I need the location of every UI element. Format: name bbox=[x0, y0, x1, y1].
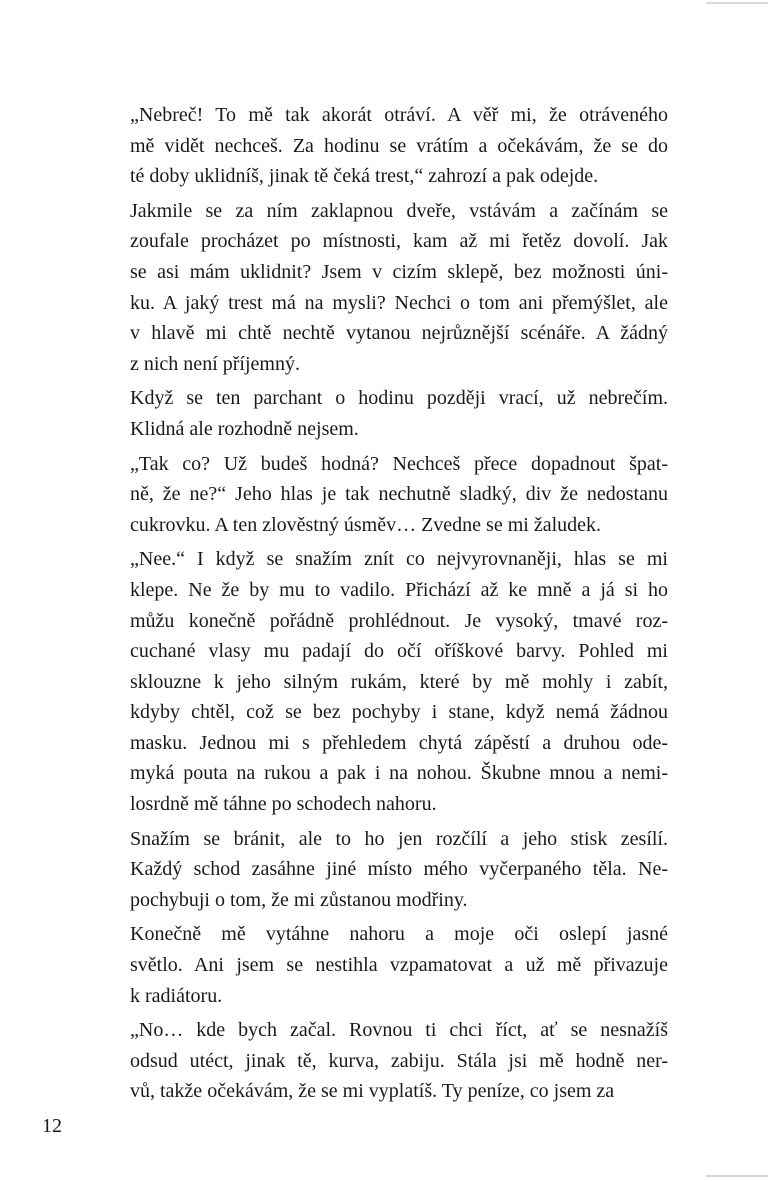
text-line: kdyby chtěl, což se bez pochyby i stane, když nemá žádnou bbox=[130, 701, 668, 724]
text-line: pochybuji o tom, že mi zůstanou modřiny. bbox=[130, 888, 468, 911]
page-edge-mark-top bbox=[706, 2, 768, 4]
text-line: „No… kde bych začal. Rovnou ti chci říct, ať se nesnažíš bbox=[130, 1019, 668, 1042]
paragraph bbox=[103, 196, 668, 380]
page-edge-mark-bottom bbox=[706, 1175, 768, 1177]
text-line: losrdně mě táhne po schodech nahoru. bbox=[130, 793, 437, 816]
text-line: Konečně mě vytáhne nahoru a moje oči oslepí jasné bbox=[130, 923, 668, 946]
paragraph bbox=[103, 383, 668, 444]
text-line: cuchané vlasy mu padají do očí oříškové barvy. Pohled mi bbox=[130, 640, 668, 663]
text-line: té doby uklidníš, jinak tě čeká trest,“ zahrozí a pak odejde. bbox=[130, 165, 599, 188]
text-line: můžu konečně pořádně prohlédnout. Je vysoký, tmavé roz- bbox=[130, 609, 668, 632]
paragraph bbox=[103, 100, 668, 192]
text-line: myká pouta na rukou a pak i na nohou. Škubne mnou a nemi- bbox=[130, 762, 668, 785]
body-text bbox=[103, 100, 668, 1111]
paragraph bbox=[103, 824, 668, 916]
text-line: z nich není příjemný. bbox=[130, 352, 300, 375]
text-line: Každý schod zasáhne jiné místo mého vyčerpaného těla. Ne- bbox=[130, 858, 668, 881]
text-line: mě vidět nechceš. Za hodinu se vrátím a očekávám, že se do bbox=[130, 134, 668, 157]
text-line: Když se ten parchant o hodinu později vrací, už nebrečím. bbox=[130, 387, 668, 410]
text-line: v hlavě mi chtě nechtě vytanou nejrůznější scénáře. A žádný bbox=[130, 322, 668, 345]
text-line: sklouzne k jeho silným rukám, které by mě mohly i zabít, bbox=[130, 670, 668, 693]
text-line: odsud utéct, jinak tě, kurva, zabiju. Stála jsi mě hodně ner- bbox=[130, 1049, 668, 1072]
paragraph bbox=[103, 449, 668, 541]
text-line: cukrovku. A ten zlověstný úsměv… Zvedne se mi žaludek. bbox=[130, 513, 602, 536]
paragraph bbox=[103, 1015, 668, 1107]
paragraph bbox=[103, 919, 668, 1011]
text-line: ku. A jaký trest má na mysli? Nechci o tom ani přemýšlet, ale bbox=[130, 291, 668, 314]
text-line: „Tak co? Už budeš hodná? Nechceš přece dopadnout špat- bbox=[130, 452, 668, 475]
text-line: „Nebreč! To mě tak akorát otráví. A věř mi, že otráveného bbox=[130, 104, 668, 126]
text-line: se asi mám uklidnit? Jsem v cizím sklepě, bez možnosti úni- bbox=[130, 260, 668, 283]
text-line: Snažím se bránit, ale to ho jen rozčílí a jeho stisk zesílí. bbox=[130, 827, 668, 850]
text-line: k radiátoru. bbox=[130, 984, 223, 1007]
text-line: ně, že ne?“ Jeho hlas je tak nechutně sladký, div že nedostanu bbox=[130, 483, 668, 506]
text-line: masku. Jednou mi s přehledem chytá zápěstí a druhou ode- bbox=[130, 731, 668, 754]
text-line: „Nee.“ I když se snažím znít co nejvyrovnaněji, hlas se mi bbox=[130, 548, 668, 571]
page-number: 12 bbox=[42, 1115, 62, 1137]
paragraph bbox=[103, 544, 668, 819]
text-line: světlo. Ani jsem se nestihla vzpamatovat a už mě přivazuje bbox=[130, 954, 668, 977]
text-line: Klidná ale rozhodně nejsem. bbox=[130, 417, 359, 440]
text-line: klepe. Ne že by mu to vadilo. Přichází až ke mně a já si ho bbox=[130, 578, 668, 601]
text-line: Jakmile se za ním zaklapnou dveře, vstávám a začínám se bbox=[130, 199, 668, 222]
text-line: vů, takže očekávám, že se mi vyplatíš. Ty peníze, co jsem za bbox=[130, 1080, 615, 1103]
text-line: zoufale procházet po místnosti, kam až mi řetěz dovolí. Jak bbox=[130, 230, 668, 253]
